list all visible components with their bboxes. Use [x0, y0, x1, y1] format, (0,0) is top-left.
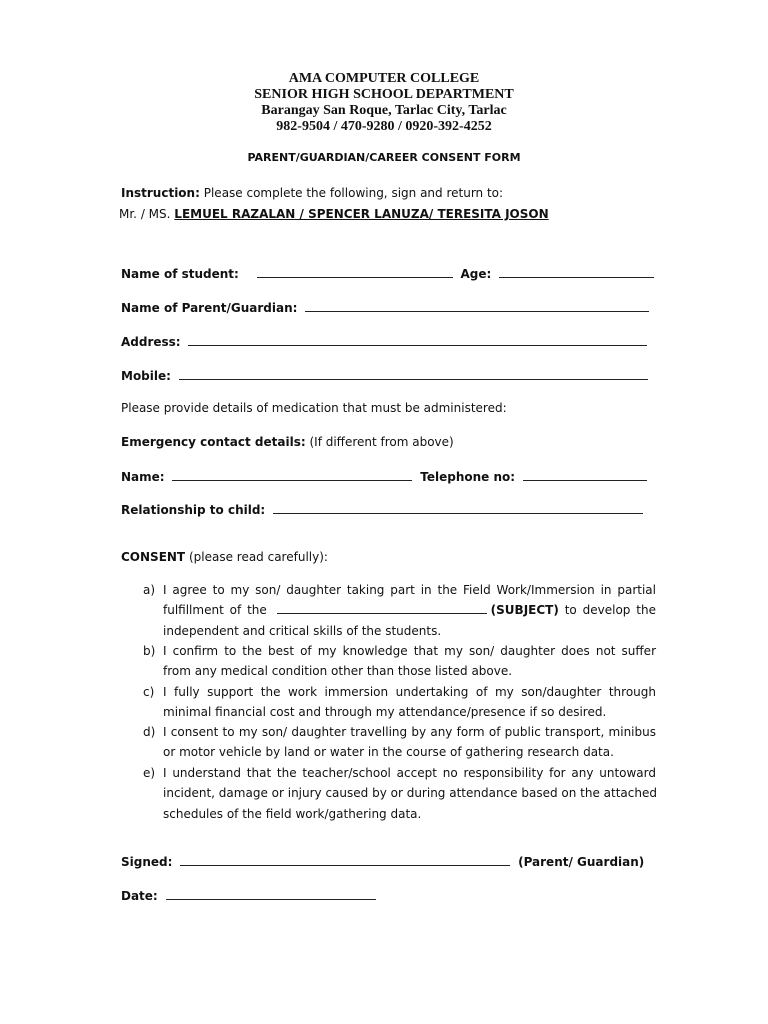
medication-text: Please provide details of medication that must be administered: — [121, 401, 507, 415]
parent-name-label: Name of Parent/Guardian: — [121, 301, 298, 315]
item-line: I fully support the work immersion undertaking of my son/daughter through — [163, 685, 656, 699]
consent-item-e — [143, 763, 656, 824]
recipient-names: LEMUEL RAZALAN / SPENCER LANUZA/ TERESITA JOSON — [174, 207, 549, 221]
item-line: or motor vehicle by land or water in the course of gathering research data. — [163, 745, 614, 760]
emergency-note: (If different from above) — [309, 435, 454, 449]
emergency-name-row — [121, 468, 651, 485]
address-row — [121, 333, 651, 350]
date-row — [121, 887, 380, 904]
subject-blank[interactable] — [277, 601, 487, 614]
instruction-label: Instruction: — [121, 186, 200, 200]
student-name-blank[interactable] — [257, 265, 453, 278]
relationship-row — [121, 501, 647, 518]
age-blank[interactable] — [499, 265, 654, 278]
telephone-label: Telephone no: — [420, 470, 516, 484]
item-marker: b) — [143, 644, 156, 658]
consent-label: CONSENT — [121, 550, 186, 564]
consent-heading — [121, 549, 328, 565]
instruction-text: Please complete the following, sign and return to: — [203, 186, 504, 200]
instruction-line — [121, 185, 503, 201]
date-blank[interactable] — [166, 887, 376, 900]
item-marker: c) — [143, 685, 155, 699]
age-label: Age: — [460, 267, 492, 281]
student-name-label: Name of student: — [121, 267, 239, 281]
item-line: incident, damage or injury caused by or during attendance based on the attached — [163, 786, 657, 801]
item-line: schedules of the field work/gathering data. — [163, 806, 422, 821]
emergency-name-blank[interactable] — [172, 468, 412, 481]
emergency-name-label: Name: — [121, 470, 165, 484]
relationship-label: Relationship to child: — [121, 503, 266, 517]
consent-item-a — [143, 580, 656, 641]
signature-blank[interactable] — [180, 853, 510, 866]
item-text: fulfillment of the — [163, 603, 267, 618]
item-line: I confirm to the best of my knowledge that my son/ daughter does not suffer — [163, 644, 656, 658]
recipients-line — [119, 206, 549, 222]
item-line-subject — [163, 600, 656, 620]
item-line: independent and critical skills of the students. — [163, 623, 442, 638]
parent-name-blank[interactable] — [305, 299, 649, 312]
item-line: minimal financial cost and through my attendance/presence if so desired. — [163, 705, 607, 720]
department-name: SENIOR HIGH SCHOOL DEPARTMENT — [254, 87, 514, 102]
college-name: AMA COMPUTER COLLEGE — [288, 71, 480, 86]
subject-label: (SUBJECT) — [490, 603, 559, 618]
consent-item-d — [143, 722, 656, 763]
relationship-blank[interactable] — [273, 501, 643, 514]
item-text: to develop the — [564, 603, 656, 618]
signed-label: Signed: — [121, 855, 173, 869]
college-phones: 982-9504 / 470-9280 / 0920-392-4252 — [276, 119, 492, 134]
address-blank[interactable] — [188, 333, 647, 346]
telephone-blank[interactable] — [523, 468, 647, 481]
address-label: Address: — [121, 335, 181, 349]
emergency-label: Emergency contact details: — [121, 435, 306, 449]
date-label: Date: — [121, 889, 158, 903]
signer-role: (Parent/ Guardian) — [518, 855, 645, 869]
item-line: from any medical condition other than those listed above. — [163, 664, 513, 679]
consent-item-b — [143, 641, 656, 682]
item-marker: a) — [143, 583, 156, 597]
consent-item-c — [143, 682, 656, 723]
college-address: Barangay San Roque, Tarlac City, Tarlac — [261, 103, 507, 118]
mobile-row — [121, 367, 652, 384]
student-row — [121, 265, 658, 282]
item-line: I agree to my son/ daughter taking part in the Field Work/Immersion in partial — [163, 583, 656, 597]
mobile-label: Mobile: — [121, 369, 171, 383]
signature-row — [121, 853, 644, 870]
item-line: I consent to my son/ daughter travelling by any form of public transport, minibus — [163, 725, 656, 739]
item-marker: e) — [143, 766, 156, 780]
recipient-prefix: Mr. / MS. — [119, 207, 171, 221]
consent-note: (please read carefully): — [188, 550, 328, 564]
parent-row — [121, 299, 653, 316]
mobile-blank[interactable] — [179, 367, 648, 380]
form-title: PARENT/GUARDIAN/CAREER CONSENT FORM — [247, 151, 521, 164]
item-line: I understand that the teacher/school accept no responsibility for any untoward — [163, 766, 656, 780]
emergency-row — [121, 434, 454, 450]
item-marker: d) — [143, 725, 156, 739]
